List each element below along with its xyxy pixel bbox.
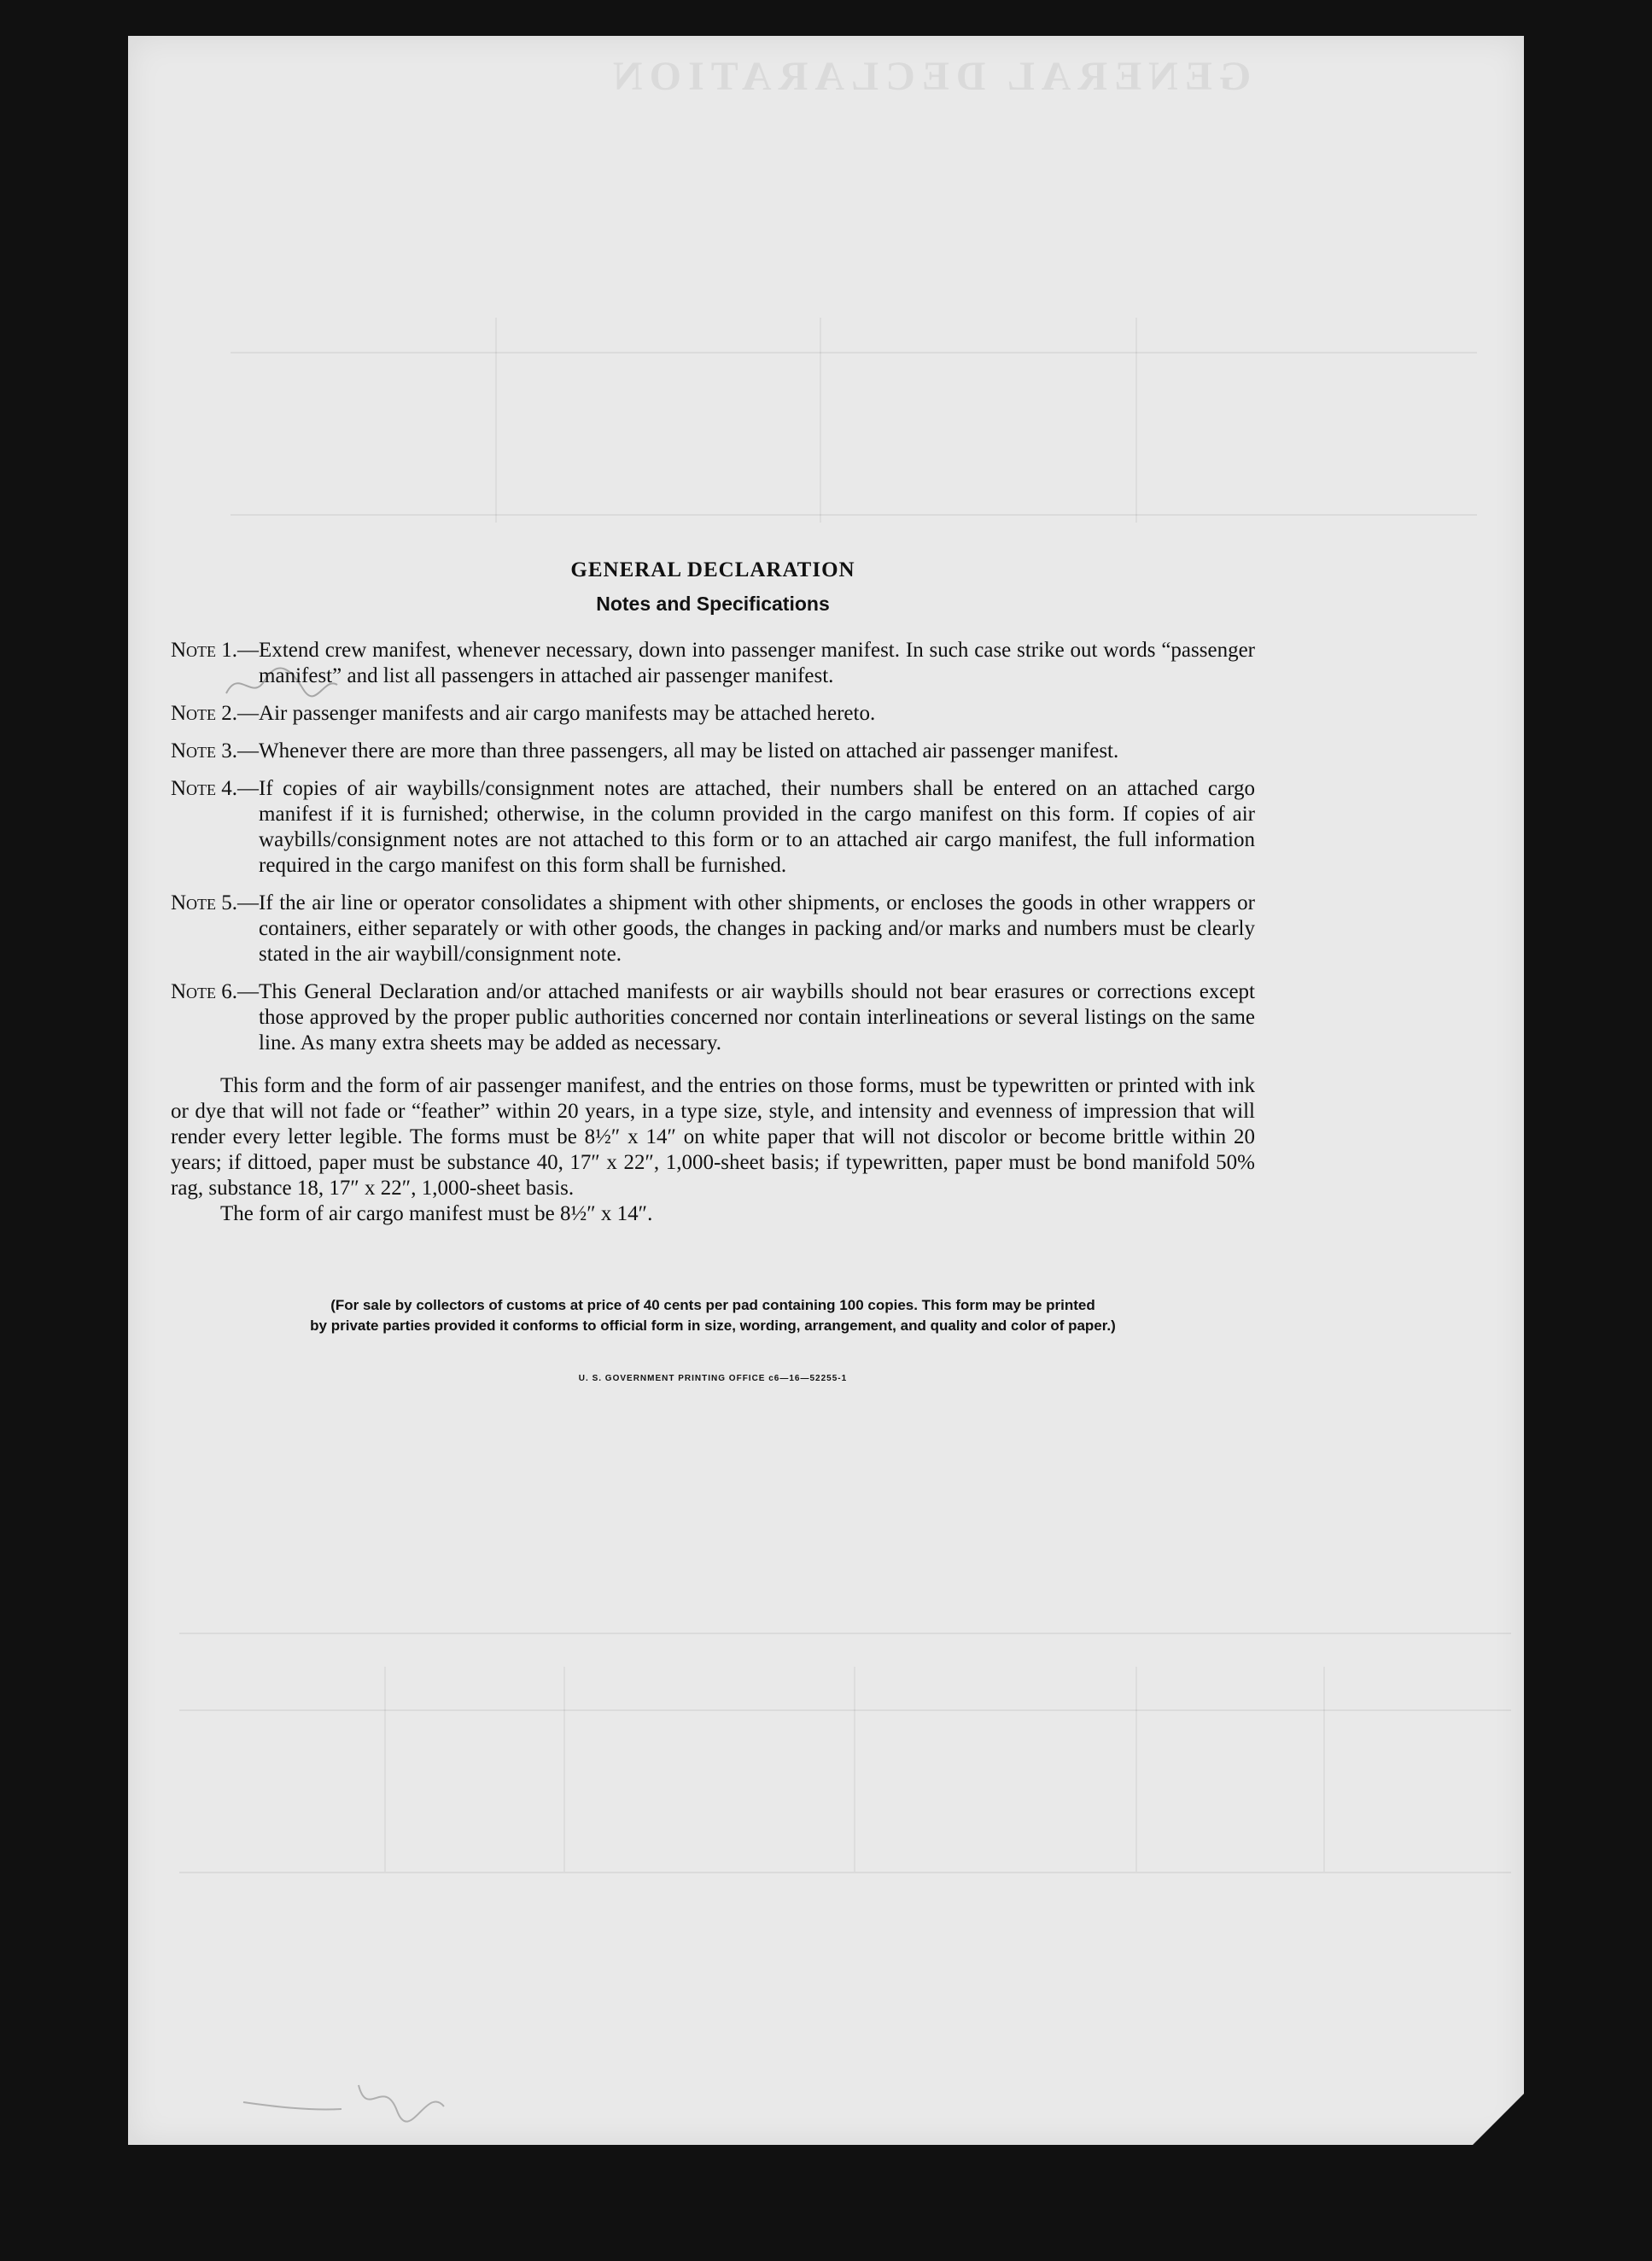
sale-note-line: (For sale by collectors of customs at price of 40 cents per pad containing 100 copies. This form may be printed: [330, 1297, 1095, 1313]
bleed-through-text: GENERAL DECLARATION: [606, 54, 1252, 99]
bleed-through-rule: [231, 352, 1477, 353]
document-title: GENERAL DECLARATION: [570, 558, 855, 581]
note-text: If copies of air waybills/consignment notes are attached, their numbers shall be entered on an attached cargo manifest if it is furnished; otherwise, in the column provided in the cargo manifest on this form. If copies of air waybills/consignment notes are not attached to this form or to an attached air cargo manifest, the full information required in the cargo manifest on this form shall be furnished.: [259, 777, 1255, 877]
note-item: [171, 979, 1255, 1056]
bleed-through-rule: [1135, 318, 1137, 523]
note-dash: —: [237, 739, 260, 762]
note-label: Note 5.: [171, 891, 238, 914]
note-dash: —: [237, 891, 260, 914]
note-dash: —: [237, 777, 260, 800]
note-label: Note 4.: [171, 777, 238, 800]
specification-paragraph: [171, 1073, 1255, 1201]
bleed-through-rule: [179, 1633, 1511, 1634]
note-item: [171, 638, 1255, 689]
printer-imprint: U. S. GOVERNMENT PRINTING OFFICE c6—16—52255-1: [578, 1374, 848, 1383]
specification-text: This form and the form of air passenger manifest, and the entries on those forms, must be typewritten or printed with ink or dye that will not fade or “feather” within 20 years, in a type size, style, and intensity and evenness of impression that will render every letter legible. The forms must be 8½″ x 14″ on white paper that will not discolor or become brittle within 20 years; if dittoed, paper must be substance 40, 17″ x 22″, 1,000-sheet basis; if typewritten, paper must be bond manifold 50% rag, substance 18, 17″ x 22″, 1,000-sheet basis.: [171, 1074, 1255, 1200]
sale-note-line: by private parties provided it conforms to official form in size, wording, arrangement, and quality and color of paper.): [310, 1317, 1116, 1334]
note-text: Whenever there are more than three passengers, all may be listed on attached air passenger manifest.: [259, 739, 1119, 762]
note-text: This General Declaration and/or attached manifests or air waybills should not bear erasures or corrections except those approved by the proper public authorities concerned nor contain interlineations or several listings on the same line. As many extra sheets may be added as necessary.: [259, 980, 1255, 1055]
notes-list: [171, 638, 1255, 1056]
signature-mark: [239, 2068, 461, 2128]
note-label: Note 3.: [171, 739, 238, 762]
bleed-through-rule: [495, 318, 497, 523]
note-text: Air passenger manifests and air cargo manifests may be attached hereto.: [259, 702, 876, 725]
document-subtitle: Notes and Specifications: [596, 593, 830, 615]
bleed-through-rule: [820, 318, 821, 523]
note-dash: —: [237, 639, 260, 662]
note-item: [171, 776, 1255, 879]
bleed-through-rule: [179, 1709, 1511, 1711]
bleed-through-rule: [1323, 1667, 1325, 1872]
note-dash: —: [237, 980, 260, 1003]
document-content: [171, 558, 1255, 1383]
note-label: Note 2.: [171, 702, 238, 725]
note-label: Note 1.: [171, 639, 238, 662]
bleed-through-rule: [384, 1667, 386, 1872]
bleed-through-rule: [854, 1667, 855, 1872]
note-item: [171, 701, 1255, 727]
bleed-through-rule: [231, 514, 1477, 516]
note-item: [171, 891, 1255, 967]
torn-corner: [1473, 2094, 1524, 2145]
bleed-through-rule: [1135, 1667, 1137, 1872]
note-dash: —: [237, 702, 260, 725]
note-text: If the air line or operator consolidates a shipment with other shipments, or encloses the goods in other wrappers or containers, either separately or with other goods, the changes in packing and/or marks and numbers must be clearly stated in the air waybill/consignment note.: [259, 891, 1255, 966]
note-text: Extend crew manifest, whenever necessary, down into passenger manifest. In such case strike out words “passenger manifest” and list all passengers in attached air passenger manifest.: [259, 639, 1255, 687]
sale-note: [171, 1295, 1255, 1336]
cargo-manifest-size-line: The form of air cargo manifest must be 8½″ x 14″.: [220, 1202, 653, 1225]
bleed-through-rule: [563, 1667, 565, 1872]
note-label: Note 6.: [171, 980, 238, 1003]
bleed-through-rule: [179, 1872, 1511, 1873]
note-item: [171, 739, 1255, 764]
